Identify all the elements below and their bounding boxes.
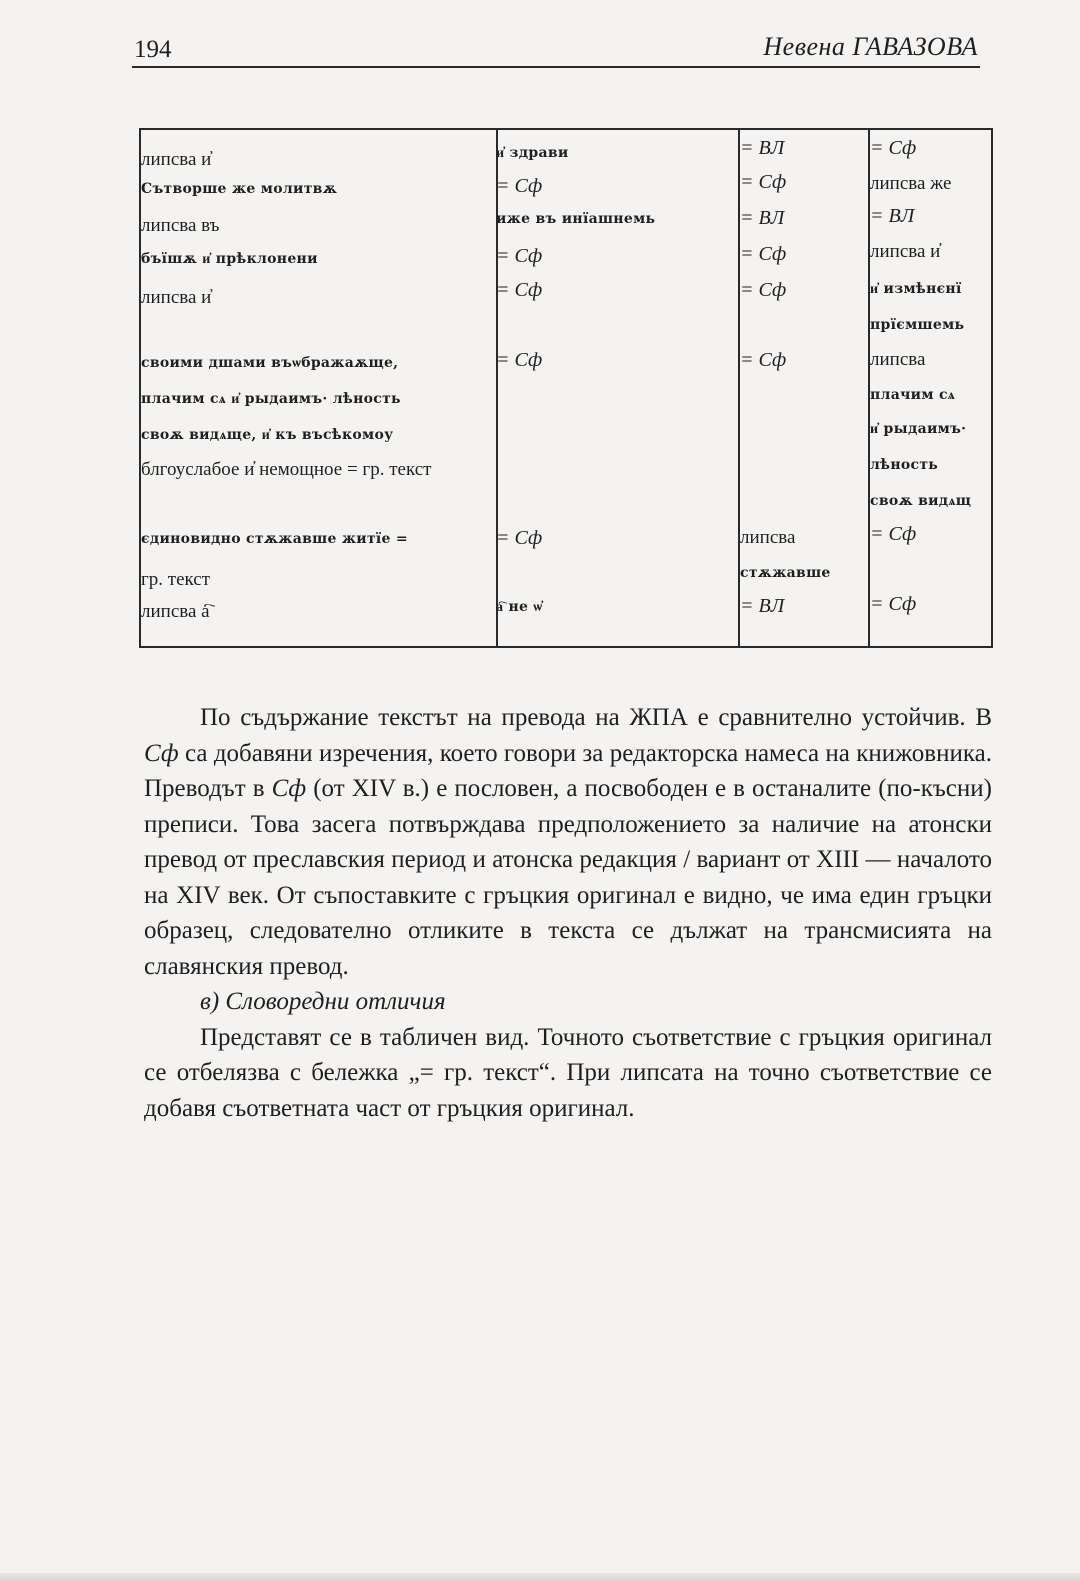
table-cell: липсва и҆ bbox=[141, 287, 212, 308]
table-column-4 bbox=[870, 130, 991, 646]
table-cell: єдиновидно стѫжавше житїе = bbox=[141, 531, 408, 547]
table-cell: липсва bbox=[870, 349, 926, 370]
paragraph: Представят се в табличен вид. Точното съответствие с гръцкия оригинал се отбелязва с бележка „= гр. текст“. При липсата на точно съответствие се добавя съответната част от гръцкия оригинал. bbox=[144, 1023, 992, 1122]
table-cell: и҆ измѣнєнї bbox=[870, 281, 962, 297]
table-cell: лѣность bbox=[870, 457, 939, 473]
body-text bbox=[144, 700, 992, 1126]
running-head: Невена ГАВАЗОВА bbox=[763, 32, 978, 61]
table-column-1 bbox=[141, 130, 498, 646]
table-cell: = Сф bbox=[496, 349, 543, 371]
table-cell: = Сф bbox=[496, 175, 543, 197]
table-cell: Сътворше же молитвѫ bbox=[141, 181, 338, 197]
table-cell: и҆ рыдаимъ· bbox=[870, 421, 967, 437]
table-cell: = Сф bbox=[496, 279, 543, 301]
table-cell: своими дшами въѡбражаѫще, bbox=[141, 355, 399, 371]
table-cell: липсва въ bbox=[141, 215, 220, 236]
table-cell: липсва bbox=[740, 527, 796, 548]
table-cell: = Сф bbox=[870, 137, 917, 159]
text-run: По съдържание текстът на превода на ЖПА е сравнително устойчив. В bbox=[200, 704, 992, 731]
table-cell: своѫ видѧщ bbox=[870, 493, 972, 509]
table-cell: = Сф bbox=[496, 527, 543, 549]
table-cell: = Сф bbox=[740, 243, 787, 265]
table-cell: = Сф bbox=[870, 523, 917, 545]
table-cell: липсва и҆ bbox=[870, 241, 941, 262]
text-run-italic: Сф bbox=[144, 739, 179, 767]
paragraph bbox=[144, 700, 992, 984]
text-run-italic: Сф bbox=[271, 775, 307, 802]
table-cell: = ВЛ bbox=[870, 205, 915, 227]
table-cell: = Сф bbox=[740, 279, 787, 301]
table-cell: стѫжавше bbox=[740, 565, 831, 581]
table-cell: прїємшемь bbox=[870, 317, 965, 333]
table-cell: а҇ не ѡ҆ bbox=[496, 599, 543, 615]
text-run: (от XIV в.) е пословен, а посвободен е в останалите (по-късни) преписи. Това засега потвърждава предположението за наличие на атонски превод от преславския период и атонска редакция / вариант от XIII — началото на XIV век. От съпоставките с гръцкия оригинал е видно, че има един гръцки образец, следователно отликите в текста се дължат на трансмисията на славянския превод. bbox=[144, 775, 992, 980]
table-cell: липсва и҆ bbox=[141, 149, 212, 170]
page-edge bbox=[0, 1573, 1080, 1581]
table-cell: иже въ инїашнемь bbox=[496, 211, 656, 227]
table-cell: своѫ видѧще, и҆ къ въсѣкомоу bbox=[141, 427, 394, 443]
text-run: са добавяни изречения, което говори за редакторска намеса на книжовника. Преводът в bbox=[144, 739, 992, 802]
table-cell: липсва же bbox=[870, 173, 952, 194]
table-cell: = ВЛ bbox=[740, 595, 785, 617]
table-cell: гр. текст bbox=[141, 569, 211, 590]
page-header bbox=[132, 28, 980, 68]
table-cell: = ВЛ bbox=[740, 137, 785, 159]
page-number: 194 bbox=[134, 36, 172, 63]
table-cell: = Сф bbox=[870, 593, 917, 615]
table-cell: = Сф bbox=[496, 245, 543, 267]
table-cell: и҆ здрави bbox=[496, 145, 569, 161]
section-subheading: в) Словоредни отличия bbox=[200, 988, 446, 1015]
table-cell: плачим сѧ и҆ рыдаимъ· лѣность bbox=[141, 391, 401, 407]
table-cell: = ВЛ bbox=[740, 207, 785, 229]
table-cell: = Сф bbox=[740, 349, 787, 371]
table-cell: липсва а҇ bbox=[141, 601, 210, 622]
table-cell: плачим сѧ bbox=[870, 387, 956, 403]
table-column-3 bbox=[740, 130, 870, 646]
table-cell: = Сф bbox=[740, 171, 787, 193]
variants-table bbox=[139, 128, 993, 648]
table-cell: бъїшѫ и҆ прѣклонени bbox=[141, 251, 318, 267]
table-cell: блгоуслабое и҆ немощное = гр. текст bbox=[141, 459, 432, 480]
table-column-2 bbox=[498, 130, 740, 646]
